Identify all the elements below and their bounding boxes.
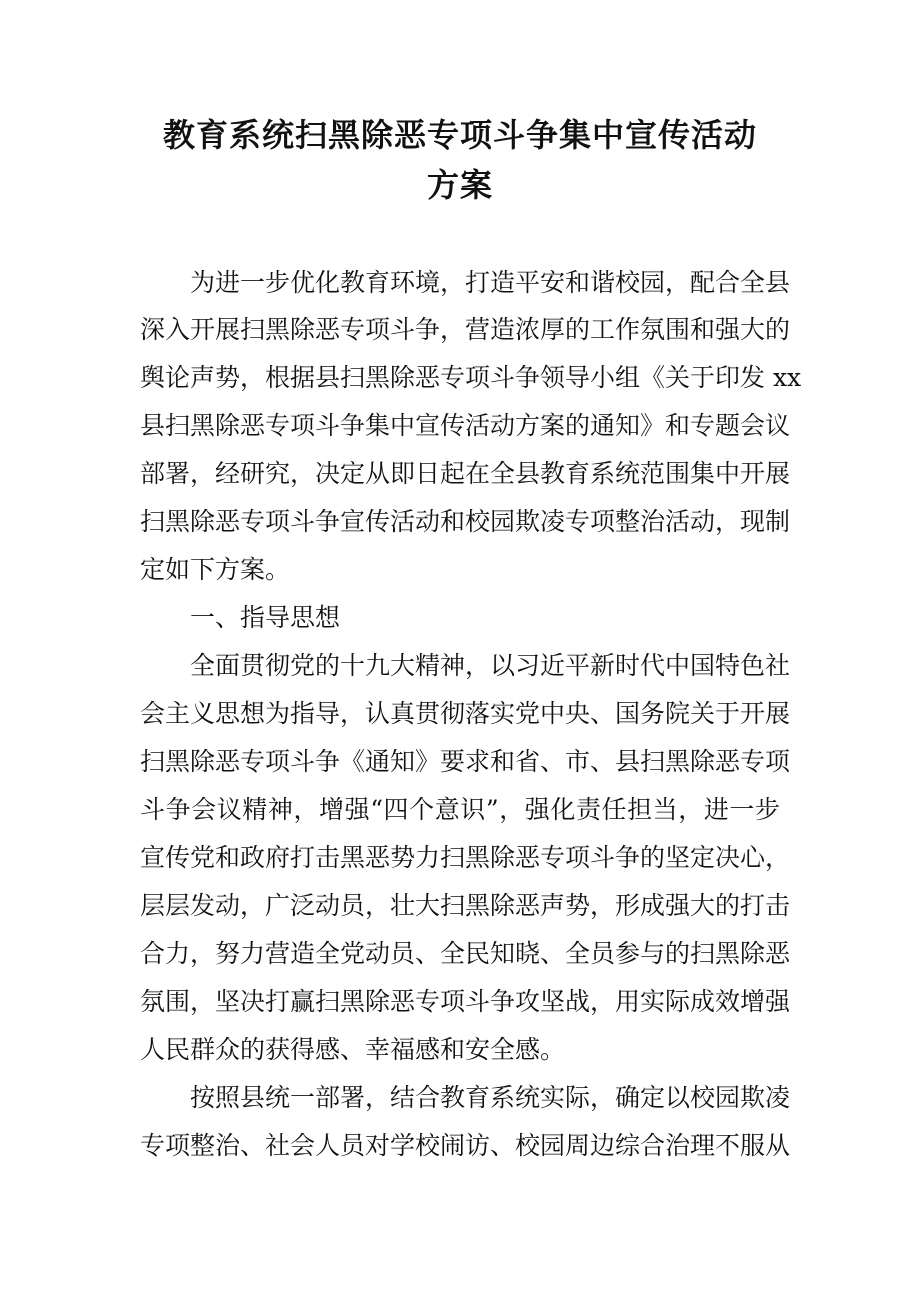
body-line-3: 舆论声势，根据县扫黑除恶专项斗争领导小组《关于印发 xx <box>140 363 802 392</box>
body-line-2: 深入开展扫黑除恶专项斗争，营造浓厚的工作氛围和强大的 <box>140 315 791 344</box>
body-line-13: 宣传党和政府打击黑恶势力扫黑除恶专项斗争的坚定决心， <box>140 843 791 872</box>
body-line-12: 斗争会议精神，增强“四个意识”，强化责任担当，进一步 <box>140 795 780 824</box>
section-heading-guiding-ideology: 一、指导思想 <box>190 603 341 632</box>
body-line-10: 会主义思想为指导，认真贯彻落实党中央、国务院关于开展 <box>140 699 791 728</box>
body-line-5: 部署，经研究，决定从即日起在全县教育系统范围集中开展 <box>140 459 791 488</box>
body-line-7: 定如下方案。 <box>140 555 291 584</box>
body-line-6: 扫黑除恶专项斗争宣传活动和校园欺凌专项整治活动，现制 <box>140 507 791 536</box>
body-line-18: 按照县统一部署，结合教育系统实际，确定以校园欺凌 <box>190 1083 791 1112</box>
body-line-1: 为进一步优化教育环境，打造平安和谐校园，配合全县 <box>190 268 791 297</box>
body-line-11: 扫黑除恶专项斗争《通知》要求和省、市、县扫黑除恶专项 <box>140 747 791 776</box>
body-line-15: 合力，努力营造全党动员、全民知晓、全员参与的扫黑除恶 <box>140 939 791 968</box>
document-title-line-1: 教育系统扫黑除恶专项斗争集中宣传活动 <box>162 116 757 154</box>
body-line-4: 县扫黑除恶专项斗争集中宣传活动方案的通知》和专题会议 <box>140 411 791 440</box>
body-line-19: 专项整治、社会人员对学校闹访、校园周边综合治理不服从 <box>140 1131 791 1160</box>
body-line-16: 氛围，坚决打赢扫黑除恶专项斗争攻坚战，用实际成效增强 <box>140 987 791 1016</box>
body-line-17: 人民群众的获得感、幸福感和安全感。 <box>140 1035 566 1064</box>
body-line-14: 层层发动，广泛动员，壮大扫黑除恶声势，形成强大的打击 <box>140 891 791 920</box>
document-title-line-2: 方案 <box>426 166 493 204</box>
body-line-9: 全面贯彻党的十九大精神，以习近平新时代中国特色社 <box>190 651 791 680</box>
